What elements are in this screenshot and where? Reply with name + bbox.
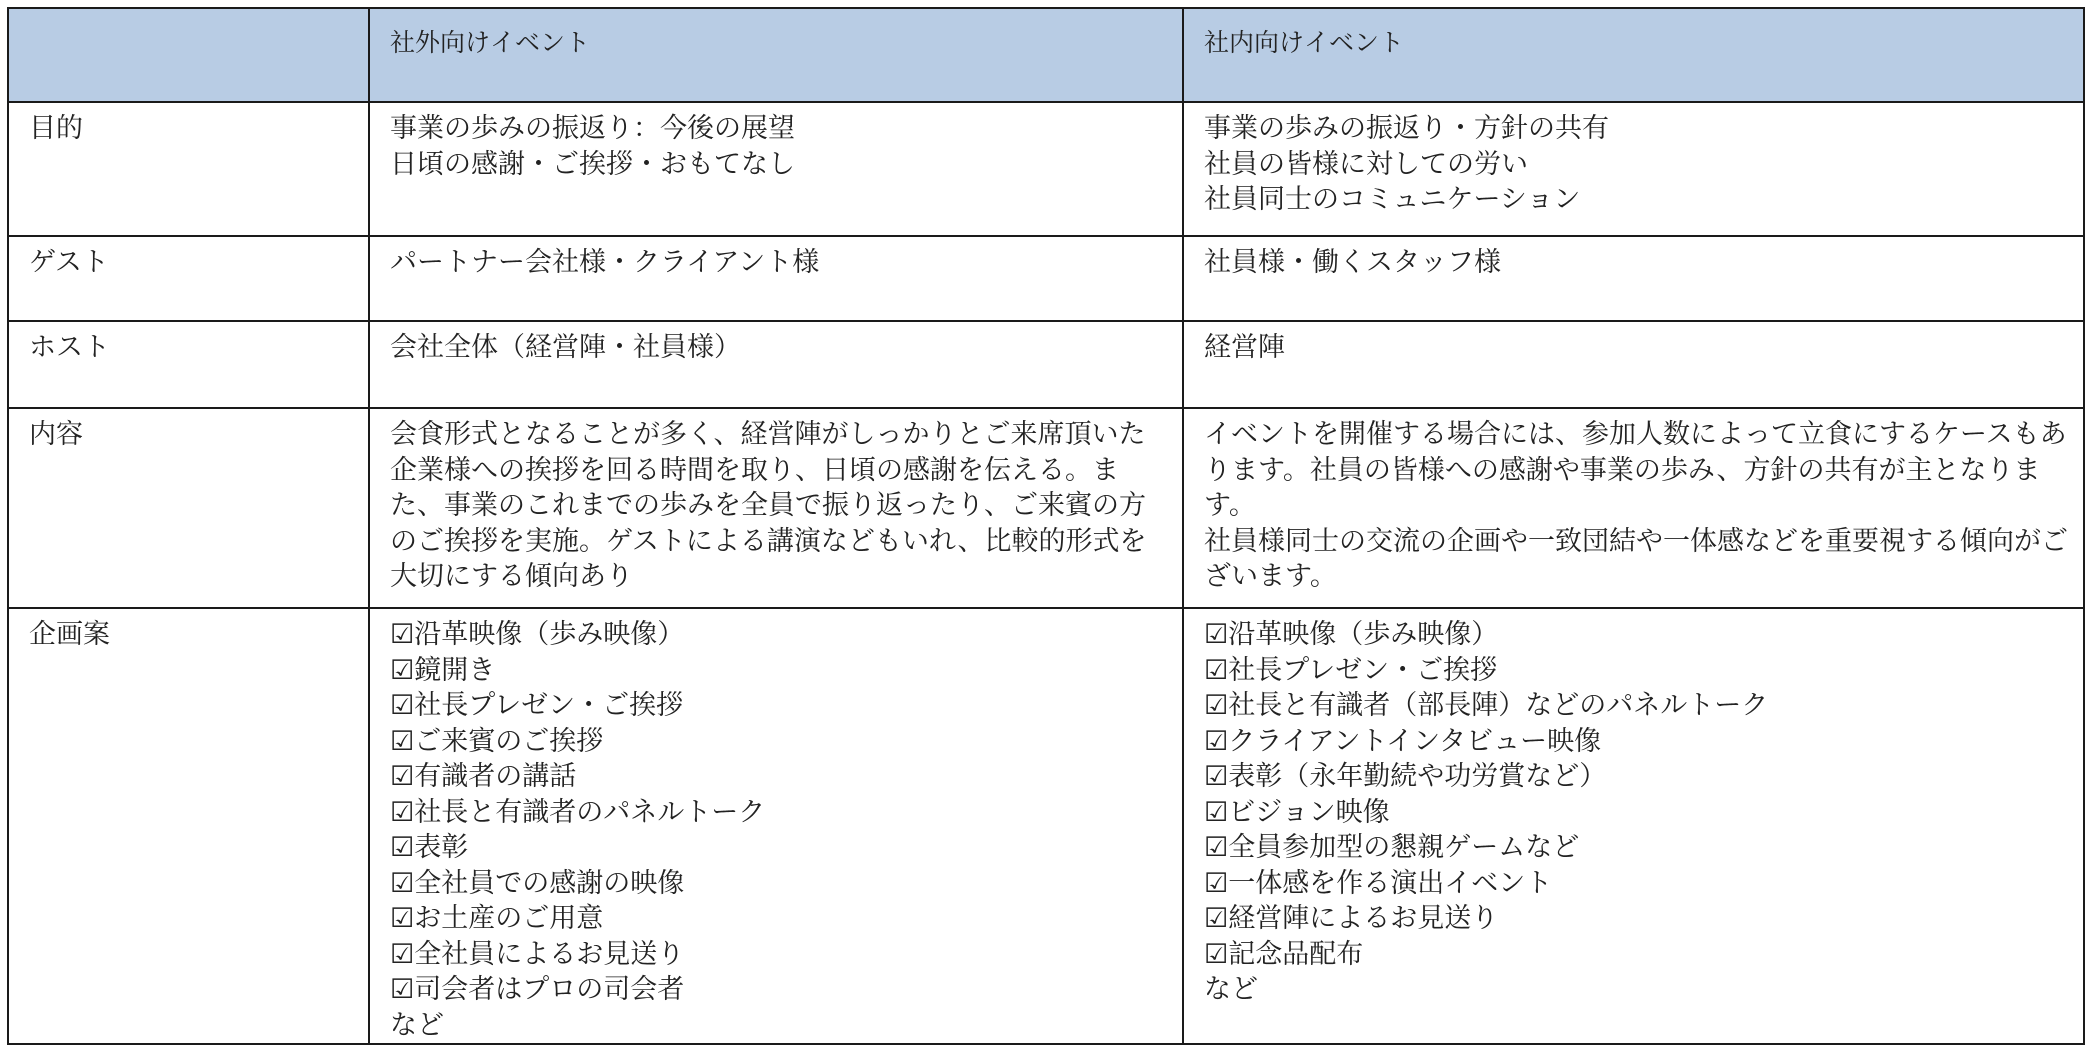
row-label-host: ホスト (8, 321, 369, 408)
plan-item-external: など (390, 1009, 444, 1041)
plan-item-internal: ☑表彰（永年勤続や功労賞など） (1204, 761, 1607, 792)
plan-item-external: ☑鏡開き (390, 654, 496, 686)
header-internal-events: 社内向けイベント (1183, 8, 2084, 102)
plan-item-internal: ☑社長プレゼン・ご挨拶 (1204, 654, 1498, 686)
purpose-external-cell (369, 102, 1183, 236)
plan-item-external: ☑有識者の講話 (390, 761, 577, 792)
plan-item-internal: ☑クライアントインタビュー映像 (1204, 725, 1602, 757)
row-label-purpose: 目的 (8, 102, 369, 236)
header-external-events: 社外向けイベント (369, 8, 1183, 102)
purpose-internal-line: 社員同士のコミュニケーション (1204, 184, 1581, 215)
content-internal-paragraph: 社員様同士の交流の企画や一致団結や一体感などを重要視する傾向がございます。 (1204, 525, 2068, 592)
plans-internal-cell (1183, 608, 2084, 1044)
purpose-internal-cell (1183, 102, 2084, 236)
plan-item-internal: ☑全員参加型の懇親ゲームなど (1204, 832, 1580, 863)
plan-item-external: ☑社長と有識者のパネルトーク (390, 796, 766, 828)
content-external-text: 会食形式となることが多く、経営陣がしっかりとご来席頂いた企業様への挨拶を回る時間を取り、日頃の感謝を伝える。また、事業のこれまでの歩みを全員で振り返ったり、ご来賓の方のご挨拶を実施。ゲストによる講演などもいれ、比較的形式を大切にする傾向あり (390, 419, 1147, 592)
header-corner-cell (8, 8, 369, 102)
purpose-internal-line: 社員の皆様に対しての労い (1204, 148, 1528, 180)
plan-item-external: ☑お土産のご用意 (390, 903, 604, 934)
host-external-cell: 会社全体（経営陣・社員様） (369, 321, 1183, 408)
row-label-plans: 企画案 (8, 608, 369, 1044)
content-internal-cell (1183, 408, 2084, 608)
host-internal-cell: 経営陣 (1183, 321, 2084, 408)
content-external-cell (369, 408, 1183, 608)
purpose-external-line: 日頃の感謝・ご挨拶・おもてなし (390, 148, 795, 180)
guest-internal-cell: 社員様・働くスタッフ様 (1183, 236, 2084, 321)
plan-item-external: ☑全社員によるお見送り (390, 938, 685, 970)
row-plans (8, 608, 2084, 1044)
plans-external-cell (369, 608, 1183, 1044)
plan-item-external: ☑ご来賓のご挨拶 (390, 725, 604, 757)
row-content (8, 408, 2084, 608)
plan-item-external: ☑沿革映像（歩み映像） (390, 619, 685, 650)
header-row (8, 8, 2084, 102)
plan-item-external: ☑社長プレゼン・ご挨拶 (390, 690, 684, 721)
plan-item-internal: ☑社長と有識者（部長陣）などのパネルトーク (1204, 690, 1769, 721)
content-internal-paragraph: イベントを開催する場合には、参加人数によって立食にするケースもあります。社員の皆様への感謝や事業の歩み、方針の共有が主となります。 (1204, 419, 2067, 521)
plan-item-internal: ☑一体感を作る演出イベント (1204, 867, 1553, 899)
plan-item-internal: ☑沿革映像（歩み映像） (1204, 619, 1499, 650)
plan-item-external: ☑司会者はプロの司会者 (390, 974, 685, 1005)
row-label-content: 内容 (8, 408, 369, 608)
plan-item-internal: ☑ビジョン映像 (1204, 796, 1390, 828)
event-comparison-table (7, 7, 2085, 1045)
row-host (8, 321, 2084, 408)
plan-item-internal: ☑経営陣によるお見送り (1204, 903, 1499, 934)
purpose-external-line: 事業の歩みの振返り：今後の展望 (390, 113, 795, 144)
row-label-guest: ゲスト (8, 236, 369, 321)
plan-item-external: ☑全社員での感謝の映像 (390, 867, 685, 899)
plan-item-external: ☑表彰 (390, 832, 469, 863)
plan-item-internal: ☑記念品配布 (1204, 938, 1364, 970)
plan-item-internal: など (1204, 974, 1258, 1005)
guest-external-cell: パートナー会社様・クライアント様 (369, 236, 1183, 321)
row-guest (8, 236, 2084, 321)
row-purpose (8, 102, 2084, 236)
purpose-internal-line: 事業の歩みの振返り・方針の共有 (1204, 113, 1609, 144)
